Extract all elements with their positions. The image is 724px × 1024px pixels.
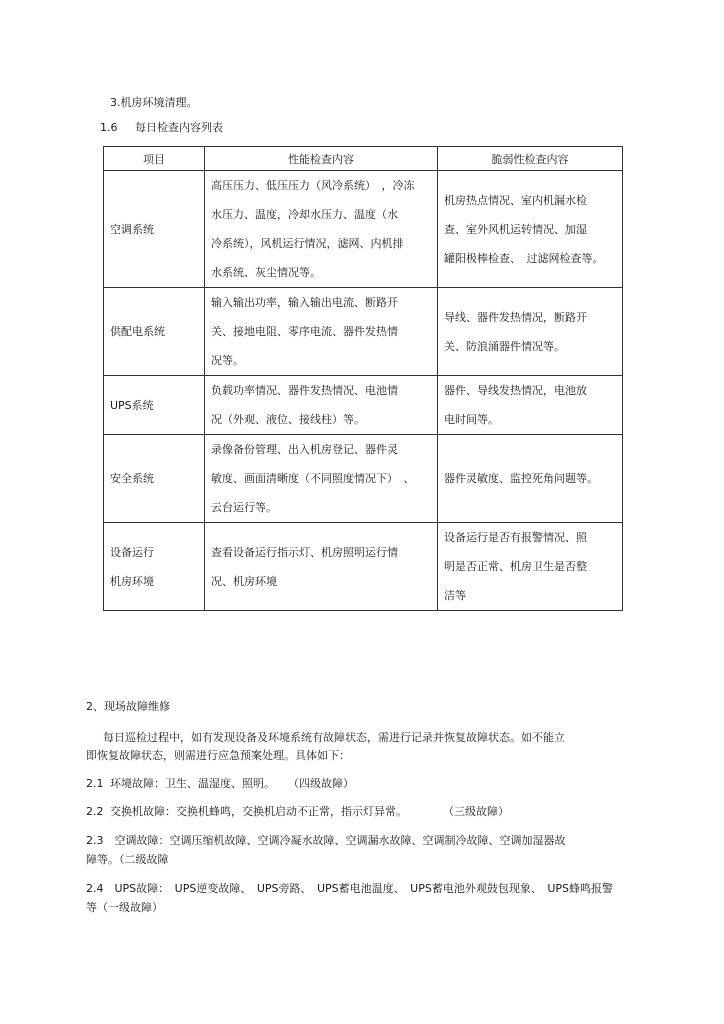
item-line: 供配电系统 [110, 325, 165, 338]
vulnerability-cell [438, 523, 623, 611]
section-2-heading: 2、现场故障维修 [86, 700, 170, 713]
fault-item-number: 2.2 [86, 805, 104, 818]
fault-item-line: 2.3 空调故障：空调压缩机故障、空调冷凝水故障、空调漏水故障、空调制冷故障、空调加湿器故 [86, 834, 566, 847]
performance-line: 冷系统），风机运行情况，滤网、内机排 [211, 237, 404, 250]
item-line: 安全系统 [110, 472, 154, 485]
performance-cell [205, 376, 438, 435]
vulnerability-cell [438, 288, 623, 376]
performance-line: 水系统、灰尘情况等。 [211, 266, 321, 279]
performance-cell [205, 288, 438, 376]
performance-cell [205, 435, 438, 523]
vulnerability-line: 器件、导线发热情况，电池放 [444, 384, 587, 397]
vulnerability-line: 机房热点情况、室内机漏水检 [444, 193, 587, 207]
table-row [104, 288, 623, 376]
paragraph-line: 即恢复故障状态，则需进行应急预案处理。具体如下： [86, 749, 350, 762]
performance-line: 高压压力、低压压力（风冷系统） ，冷冻 [211, 179, 415, 192]
item-cell [104, 376, 205, 435]
vulnerability-line: 器件灵敏度、监控死角问题等。 [444, 472, 598, 485]
item-cell [104, 523, 205, 611]
performance-line: 况、机房环境 [211, 574, 277, 588]
vulnerability-line: 洁等 [444, 589, 466, 602]
performance-cell [205, 523, 438, 611]
fault-item-line: 障等。（二级故障 [86, 853, 169, 866]
table-row [104, 435, 623, 523]
fault-item-text: 环境故障：卫生、温湿度、照明。 [110, 777, 275, 790]
fault-item-line: 等（一级故障） [86, 901, 163, 914]
vulnerability-line: 设备运行是否有报警情况、照 [444, 531, 587, 544]
performance-cell [205, 171, 438, 288]
performance-line: 查看设备运行指示灯、机房照明运行情 [211, 545, 398, 559]
table-row [104, 376, 623, 435]
fault-item-level: （三级故障） [443, 805, 509, 818]
table-row [104, 171, 623, 288]
vulnerability-cell [438, 435, 623, 523]
vulnerability-line: 罐阳极棒检查、 过滤网检查等。 [444, 251, 604, 265]
fault-item-line: 2.4 UPS故障： UPS逆变故障、 UPS旁路、 UPS蓄电池温度、 UPS蓄电池外观鼓包现象、 UPS蜂鸣报警 [86, 882, 613, 895]
daily-inspection-table [103, 146, 623, 611]
item-cell [104, 288, 205, 376]
performance-line: 水压力、温度，冷却水压力、温度（水 [211, 208, 398, 221]
item-cell [104, 171, 205, 288]
item-line: UPS系统 [110, 398, 154, 412]
performance-line: 输入输出功率，输入输出电流、断路开 [211, 296, 398, 309]
table-header-row [104, 147, 623, 171]
item-line: 空调系统 [110, 222, 154, 236]
performance-line: 况等。 [211, 354, 244, 367]
item-line: 机房环境 [110, 574, 154, 588]
fault-item-text: 交换机故障：交换机蜂鸣，交换机启动不正常，指示灯异常。 [110, 805, 407, 818]
column-header-vulnerability: 脆弱性检查内容 [438, 147, 623, 171]
vulnerability-cell [438, 171, 623, 288]
column-header-item: 项目 [104, 147, 205, 171]
column-header-performance: 性能检查内容 [205, 147, 438, 171]
performance-line: 录像备份管理、出入机房登记、器件灵 [211, 443, 398, 456]
table-row [104, 523, 623, 611]
vulnerability-line: 电时间等。 [444, 413, 499, 426]
vulnerability-line: 导线、器件发热情况，断路开 [444, 310, 587, 324]
vulnerability-line: 关、防浪涌器件情况等。 [444, 339, 565, 353]
fault-item-number: 2.1 [86, 777, 104, 790]
performance-line: 况（外观、液位、接线柱）等。 [211, 413, 365, 426]
section-number: 1.6 [100, 121, 118, 134]
performance-line: 负载功率情况、器件发热情况、电池情 [211, 384, 398, 397]
vulnerability-line: 明是否正常、机房卫生是否整 [444, 560, 587, 573]
section-title: 每日检查内容列表 [135, 121, 223, 134]
vulnerability-line: 查、室外风机运转情况、加湿 [444, 222, 587, 236]
performance-line: 关、接地电阻、零序电流、器件发热情 [211, 325, 398, 338]
performance-line: 云台运行等。 [211, 501, 277, 514]
fault-item-level: （四级故障） [288, 777, 354, 790]
intro-item: 3.机房环境清理。 [110, 96, 198, 109]
vulnerability-cell [438, 376, 623, 435]
performance-line: 敏度、画面清晰度（不同照度情况下） 、 [211, 472, 415, 485]
paragraph-line: 每日巡检过程中，如有发现设备及环境系统有故障状态，需进行记录并恢复故障状态。如不能立 [103, 731, 565, 744]
item-cell [104, 435, 205, 523]
item-line: 设备运行 [110, 545, 154, 559]
